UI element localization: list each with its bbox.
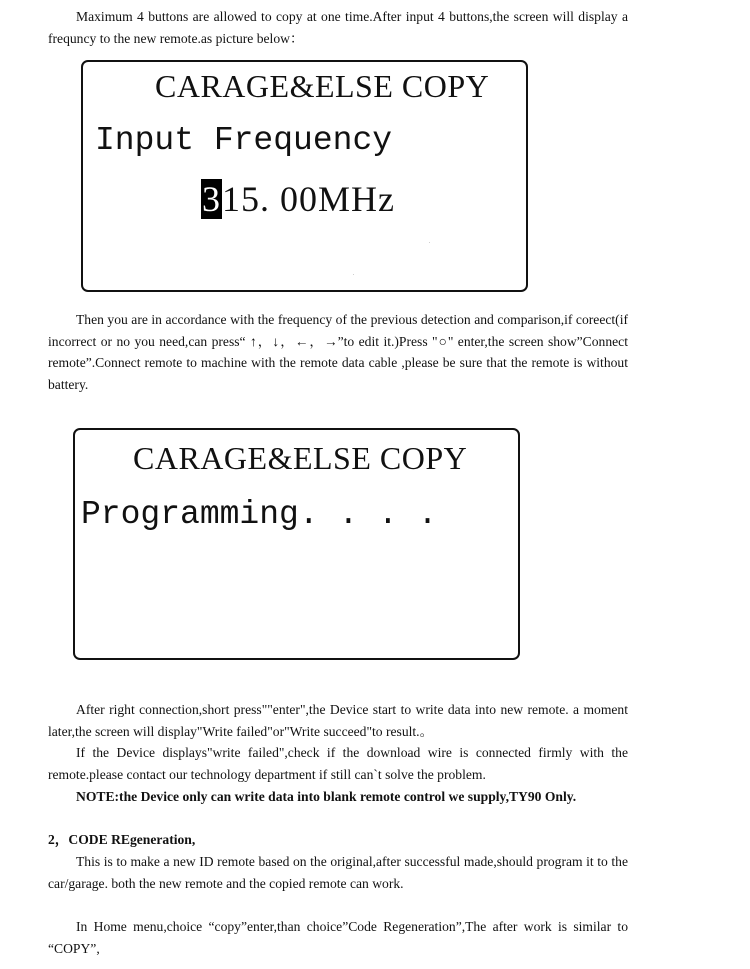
screen-input-frequency-label: Input Frequency [95,122,393,159]
paragraph-connection-text: After right connection,short press""enter",the Device start to write data into new remote. a moment later,the screen will display"Write failed"or"Write succeed"to result.。 [48,702,628,739]
section-heading-text: 2，CODE REgeneration, [48,832,196,847]
screen-title: CARAGE&ELSE COPY [155,68,490,104]
paragraph-edit-frequency-text: Then you are in accordance with the frequency of the previous detection and comparison,if coreect(if incorrect or no you need,can press“ ↑，↓，←，→”to edit it.)Press "○" enter,the screen show”Connect remote”.Connect remote to machine with the remote data cable ,please be sure that the remote is without battery. [48,312,628,392]
paragraph-write-failed-text: If the Device displays"write failed",check if the download wire is connected firmly with the remote.please contact our technology department if still can`t solve the problem. [48,745,628,782]
paragraph-write-failed [48,742,628,785]
paragraph-edit-frequency [48,309,628,395]
paragraph-connection [48,699,628,742]
lcd-screen-frequency [81,60,528,292]
screen-title: CARAGE&ELSE COPY [133,440,468,476]
note-text: NOTE:the Device only can write data into blank remote control we supply,TY90 Only. [76,789,577,804]
section-body-text: This is to make a new ID remote based on the original,after successful made,should program it to the car/garage. both the new remote and the copied remote can work. [48,854,628,891]
frequency-value: 15. 00MHz [222,179,395,219]
edit-cursor: 3 [202,179,221,219]
paragraph-home-menu-text: In Home menu,choice “copy”enter,than choice”Code Regeneration”,The after work is similar to “COPY”, [48,919,628,956]
intro-paragraph [48,6,628,49]
section-heading [48,829,628,851]
paragraph-home-menu [48,916,628,959]
section-body [48,851,628,894]
note-paragraph [48,786,628,808]
frequency-readout [201,178,395,220]
screen-programming-label: Programming. . . . [81,496,438,533]
intro-text: Maximum 4 buttons are allowed to copy at one time.After input 4 buttons,the screen will display a frequncy to the new remote.as picture below： [48,9,628,46]
lcd-screen-programming [73,428,520,660]
